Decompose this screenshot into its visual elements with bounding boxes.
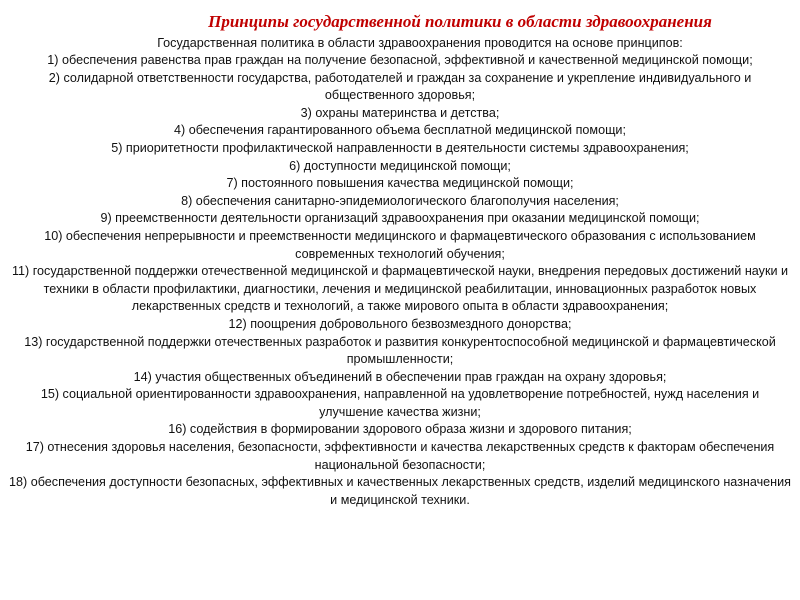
principles-list	[8, 52, 792, 509]
list-item: 13) государственной поддержки отечественных разработок и развития конкурентоспособной медицинской и фармацевтической промышленности;	[24, 334, 776, 367]
list-item: 1) обеспечения равенства прав граждан на получение безопасной, эффективной и качественной медицинской помощи;	[47, 53, 753, 67]
list-item: 14) участия общественных объединений в обеспечении прав граждан на охрану здоровья;	[133, 369, 667, 384]
list-item: 16) содействия в формировании здорового образа жизни и здорового питания;	[168, 422, 632, 437]
list-item: 3) охраны материнства и детства;	[300, 105, 500, 120]
list-item: 15) социальной ориентированности здравоохранения, направленной на удовлетворение потребностей, нужд населения и улучшение качества жизни;	[40, 387, 760, 419]
list-item: 7) постоянного повышения качества медицинской помощи;	[226, 176, 574, 191]
list-item: 17) отнесения здоровья населения, безопасности, эффективности и качества лекарственных средств к факторам обеспечения национальной безопасности;	[25, 440, 775, 472]
slide-title: Принципы государственной политики в области здравоохранения	[208, 12, 712, 31]
list-item: 2) солидарной ответственности государства, работодателей и граждан за сохранение и укрепление индивидуального и общественного здоровья;	[48, 70, 752, 103]
list-item: 12) поощрения добровольного безвозмездного донорства;	[228, 316, 572, 331]
list-item: 5) приоритетности профилактической направленности в деятельности системы здравоохранения;	[111, 140, 689, 155]
list-item: 10) обеспечения непрерывности и преемственности медицинского и фармацевтического образования с использованием современных технологий обучения;	[44, 228, 756, 261]
list-item: 9) преемственности деятельности организаций здравоохранения при оказании медицинской помощи;	[100, 211, 700, 226]
list-item: 8) обеспечения санитарно-эпидемиологического благополучия населения;	[181, 193, 619, 208]
list-item: 11) государственной поддержки отечественной медицинской и фармацевтической науки, внедрения передовых достижений науки и техники в области профилактики, диагностики, лечения и медицинской реабилитации, инновационных разработок новых лекарственных средств и технологий, а также мирового опыта в области здравоохранения;	[11, 264, 789, 314]
list-item: 6) доступности медицинской помощи;	[289, 158, 511, 173]
intro-text: Государственная политика в области здравоохранения проводится на основе принципов:	[157, 36, 683, 50]
list-item: 18) обеспечения доступности безопасных, эффективных и качественных лекарственных средств, изделий медицинского назначения и медицинской техники.	[9, 475, 791, 507]
list-item: 4) обеспечения гарантированного объема бесплатной медицинской помощи;	[174, 123, 626, 138]
